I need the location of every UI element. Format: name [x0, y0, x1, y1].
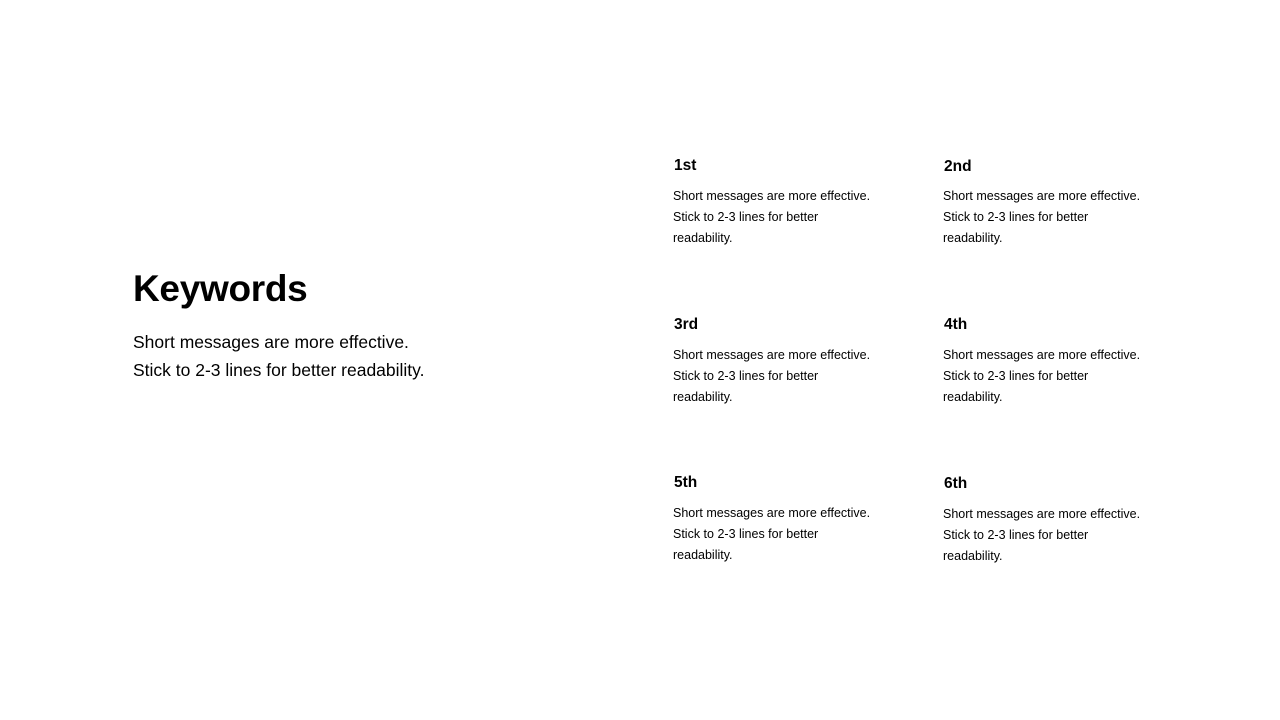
keyword-text: Short messages are more effective. Stick to 2-3 lines for better readability.	[943, 189, 1141, 245]
keyword-heading: 2nd	[944, 158, 972, 175]
intro-section	[133, 266, 553, 384]
keyword-text: Short messages are more effective. Stick to 2-3 lines for better readability.	[943, 507, 1141, 563]
keyword-text: Short messages are more effective. Stick to 2-3 lines for better readability.	[943, 348, 1141, 404]
keyword-item-3rd	[673, 315, 873, 408]
keyword-heading: 4th	[944, 316, 968, 333]
keyword-heading: 1st	[674, 157, 697, 174]
slide-title: Keywords	[133, 268, 308, 309]
keyword-heading: 3rd	[674, 316, 699, 333]
keyword-text: Short messages are more effective. Stick to 2-3 lines for better readability.	[673, 189, 871, 245]
keyword-item-1st	[673, 156, 873, 249]
keyword-item-5th	[673, 473, 873, 566]
intro-text: Short messages are more effective. Stick to 2-3 lines for better readability.	[133, 332, 425, 380]
keyword-item-2nd	[943, 157, 1143, 249]
keyword-item-4th	[943, 315, 1143, 408]
keyword-heading: 6th	[944, 475, 968, 492]
keyword-item-6th	[943, 474, 1143, 567]
keyword-text: Short messages are more effective. Stick to 2-3 lines for better readability.	[673, 506, 871, 562]
keyword-text: Short messages are more effective. Stick to 2-3 lines for better readability.	[673, 348, 871, 404]
keyword-heading: 5th	[674, 474, 698, 491]
